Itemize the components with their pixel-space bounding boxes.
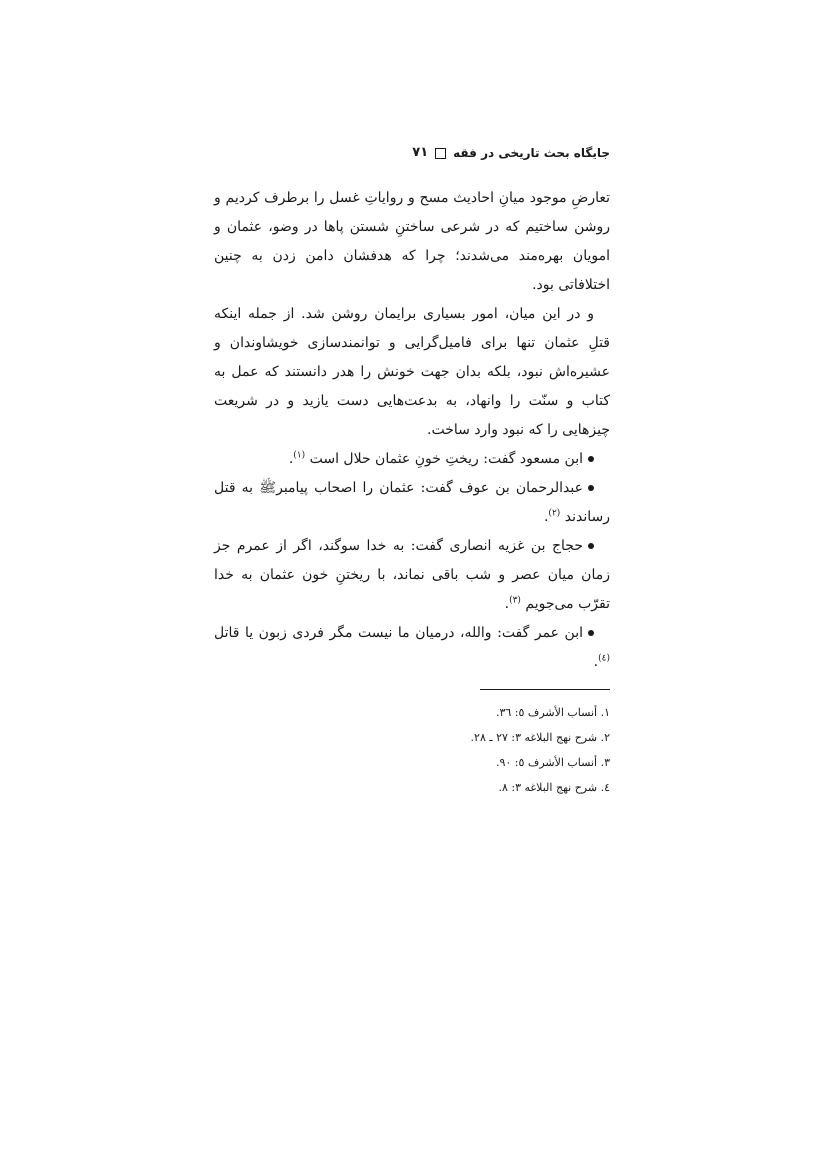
- bullet-dot-icon: [588, 543, 594, 549]
- bullet-dot-icon: [588, 456, 594, 462]
- footnote-divider: [480, 689, 610, 690]
- bullet-text: حجاج بن غزیه انصاری گفت: به خدا سوگند، اگر از عمرم جز زمان میان عصر و شب باقی نماند، با ریختنِ خون عثمان به خدا تقرّب می‌جویم: [214, 538, 610, 612]
- bullet-end: .: [288, 451, 294, 467]
- footnote-ref[interactable]: (۲): [548, 508, 561, 519]
- bullet-text: ابن عمر گفت: والله، درمیان ما نیست مگر فردی زبون یا قاتل: [214, 625, 583, 641]
- page-number: ۷۱: [412, 145, 429, 160]
- footnote: ٤. شرح نهج البلاغه ٣: ٨.: [498, 781, 610, 794]
- bullet-item: [214, 445, 610, 474]
- paragraph: تعارضِ موجود میانِ احادیث مسح و روایاتِ غسل را برطرف کردیم و روشن ساختیم که در شرعی ساختنِ شستن پاها در وضو، عثمان و امویان بهره‌مند می‌شدند؛ چرا که هدفشان دامن زدن به چنین اختلافاتی بود.: [214, 190, 610, 293]
- footnote-ref[interactable]: (۱): [293, 450, 306, 461]
- bullet-item: [214, 619, 610, 677]
- footnotes: [214, 700, 610, 800]
- bullet-end: .: [504, 596, 510, 612]
- footnote: ۳. أنساب الأشرف ٥: ٩٠.: [495, 756, 610, 769]
- bullet-text: عبدالرحمان بن عوف گفت: عثمان را اصحاب پیامبرﷺ به قتل رساندند: [214, 480, 610, 525]
- bullet-item: [214, 474, 610, 532]
- book-page: [214, 140, 610, 800]
- paragraph: و در این میان، امور بسیاری برایمان روشن شد. از جمله اینکه قتلِ عثمان تنها برای فامیل‌گرایی و توانمندسازی خویشاوندان و عشیره‌اش نبود، بلکه بدان جهت خونش را هدر دانستند که عمل به کتاب و سنّت را وانهاد، به بدعت‌هایی دست یازید و در شریعت چیزهایی را که نبود وارد ساخت.: [214, 306, 610, 438]
- footnote: ۲. شرح نهج البلاغه ٣: ٢٧ ـ ٢٨.: [470, 731, 610, 744]
- bullet-dot-icon: [588, 485, 594, 491]
- body-text: [214, 184, 610, 677]
- bullet-text: ابن مسعود گفت: ریختِ خونِ عثمان حلال است: [309, 451, 583, 467]
- bullet-end: .: [593, 654, 599, 670]
- footnote-ref[interactable]: (۳): [509, 595, 521, 606]
- footnote: ۱. أنساب الأشرف ٥: ٣٦.: [495, 706, 610, 719]
- bullet-item: [214, 532, 610, 619]
- running-head: [214, 140, 610, 166]
- bullet-end: .: [543, 509, 549, 525]
- bullet-dot-icon: [588, 630, 594, 636]
- footnote-ref[interactable]: (٤): [598, 653, 610, 664]
- running-title: جایگاه بحث تاریخی در فقه: [453, 146, 610, 160]
- square-ornament-icon: [435, 148, 446, 159]
